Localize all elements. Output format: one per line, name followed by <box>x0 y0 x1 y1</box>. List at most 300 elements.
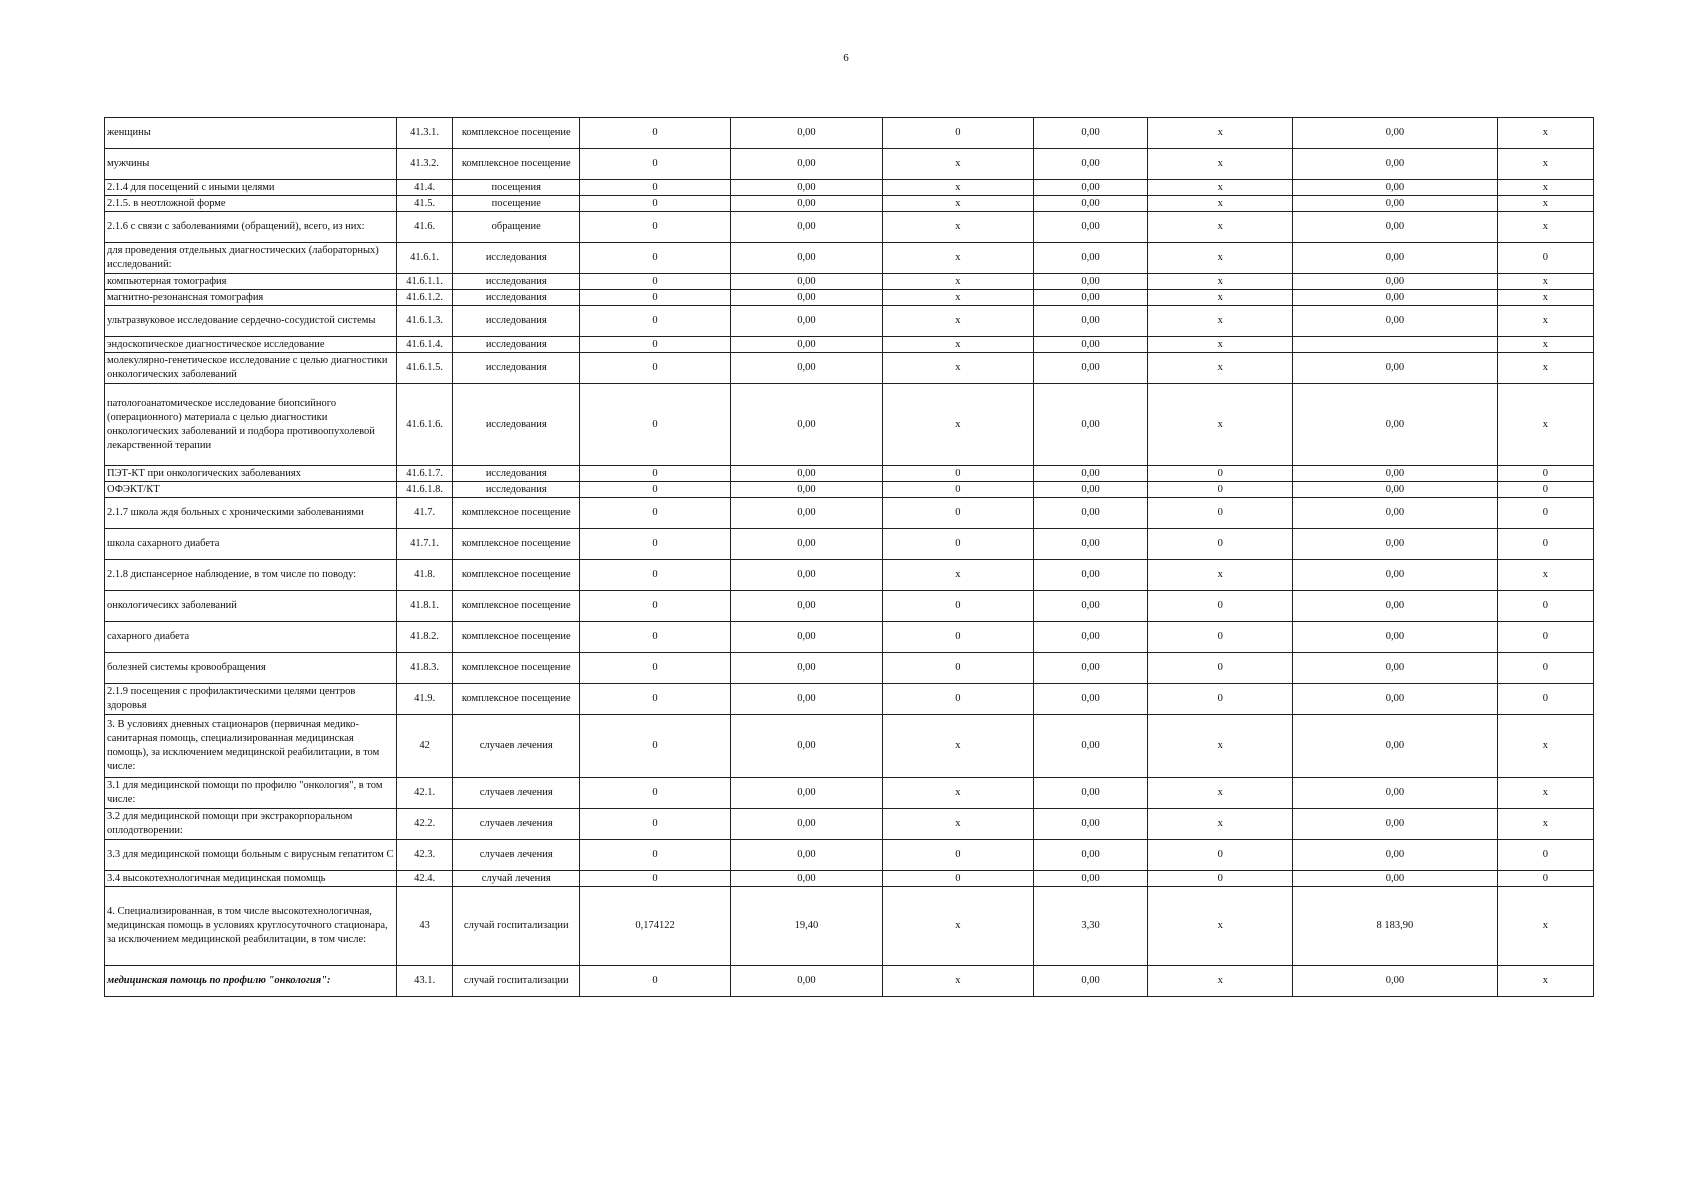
cell-v4: 0,00 <box>1033 840 1147 871</box>
cell-v3: 0 <box>882 482 1033 498</box>
cell-v2: 0,00 <box>730 622 882 653</box>
cell-v4: 0,00 <box>1033 212 1147 243</box>
cell-v7: x <box>1497 212 1593 243</box>
cell-name: ПЭТ-КТ при онкологических заболеваниях <box>105 466 397 482</box>
cell-v6: 0,00 <box>1293 274 1498 290</box>
cell-v1: 0 <box>580 529 731 560</box>
cell-code: 41.6.1.2. <box>396 290 453 306</box>
cell-v5: x <box>1148 966 1293 997</box>
cell-v5: x <box>1148 306 1293 337</box>
cell-v4: 0,00 <box>1033 715 1147 778</box>
cell-v7: x <box>1497 384 1593 466</box>
cell-unit: исследования <box>453 243 580 274</box>
cell-v4: 0,00 <box>1033 180 1147 196</box>
cell-v6: 0,00 <box>1293 778 1498 809</box>
cell-code: 41.3.2. <box>396 149 453 180</box>
cell-v3: x <box>882 149 1033 180</box>
table-row <box>105 966 1594 997</box>
cell-code: 42.3. <box>396 840 453 871</box>
cell-v5: x <box>1148 118 1293 149</box>
cell-v4: 0,00 <box>1033 274 1147 290</box>
cell-v7: x <box>1497 149 1593 180</box>
cell-v1: 0 <box>580 180 731 196</box>
cell-v5: 0 <box>1148 591 1293 622</box>
cell-name: эндоскопическое диагностическое исследование <box>105 337 397 353</box>
cell-v7: 0 <box>1497 529 1593 560</box>
cell-code: 41.6.1.4. <box>396 337 453 353</box>
cell-v1: 0 <box>580 809 731 840</box>
table-row <box>105 212 1594 243</box>
cell-v6: 0,00 <box>1293 591 1498 622</box>
cell-v7: 0 <box>1497 482 1593 498</box>
cell-unit: комплексное посещение <box>453 560 580 591</box>
cell-v1: 0 <box>580 560 731 591</box>
cell-v2: 19,40 <box>730 887 882 966</box>
cell-v1: 0 <box>580 149 731 180</box>
table-row <box>105 840 1594 871</box>
cell-unit: комплексное посещение <box>453 591 580 622</box>
cell-v1: 0 <box>580 274 731 290</box>
cell-v2: 0,00 <box>730 482 882 498</box>
cell-v2: 0,00 <box>730 306 882 337</box>
cell-v3: x <box>882 353 1033 384</box>
cell-v1: 0,174122 <box>580 887 731 966</box>
cell-v5: x <box>1148 809 1293 840</box>
cell-v1: 0 <box>580 337 731 353</box>
cell-v4: 0,00 <box>1033 591 1147 622</box>
cell-v3: x <box>882 887 1033 966</box>
cell-code: 41.8.1. <box>396 591 453 622</box>
cell-v2: 0,00 <box>730 384 882 466</box>
cell-v7: 0 <box>1497 466 1593 482</box>
cell-v7: x <box>1497 809 1593 840</box>
cell-v2: 0,00 <box>730 840 882 871</box>
cell-v5: 0 <box>1148 466 1293 482</box>
cell-v6 <box>1293 337 1498 353</box>
cell-code: 41.6.1.7. <box>396 466 453 482</box>
cell-code: 42.2. <box>396 809 453 840</box>
cell-v5: x <box>1148 196 1293 212</box>
table-row <box>105 306 1594 337</box>
table-row <box>105 591 1594 622</box>
cell-v6: 0,00 <box>1293 384 1498 466</box>
cell-unit: исследования <box>453 384 580 466</box>
cell-v2: 0,00 <box>730 274 882 290</box>
cell-v7: 0 <box>1497 871 1593 887</box>
cell-v3: 0 <box>882 871 1033 887</box>
cell-name: школа сахарного диабета <box>105 529 397 560</box>
cell-v2: 0,00 <box>730 871 882 887</box>
cell-name: магнитно-резонансная томография <box>105 290 397 306</box>
cell-v4: 0,00 <box>1033 196 1147 212</box>
cell-name: сахарного диабета <box>105 622 397 653</box>
cell-v1: 0 <box>580 118 731 149</box>
page-number: 6 <box>843 52 849 64</box>
cell-name: ультразвуковое исследование сердечно-сосудистой системы <box>105 306 397 337</box>
cell-v1: 0 <box>580 684 731 715</box>
cell-v6: 0,00 <box>1293 560 1498 591</box>
cell-v3: 0 <box>882 622 1033 653</box>
cell-v3: 0 <box>882 653 1033 684</box>
cell-v2: 0,00 <box>730 243 882 274</box>
cell-v1: 0 <box>580 466 731 482</box>
cell-v3: 0 <box>882 684 1033 715</box>
cell-code: 43 <box>396 887 453 966</box>
cell-v4: 0,00 <box>1033 306 1147 337</box>
cell-v7: 0 <box>1497 498 1593 529</box>
cell-v4: 0,00 <box>1033 353 1147 384</box>
cell-v6: 0,00 <box>1293 118 1498 149</box>
table-row <box>105 529 1594 560</box>
cell-v7: x <box>1497 180 1593 196</box>
cell-v7: 0 <box>1497 243 1593 274</box>
cell-v7: x <box>1497 196 1593 212</box>
cell-v3: x <box>882 715 1033 778</box>
cell-unit: случай госпитализации <box>453 966 580 997</box>
cell-v6: 0,00 <box>1293 498 1498 529</box>
cell-v2: 0,00 <box>730 290 882 306</box>
cell-v4: 0,00 <box>1033 778 1147 809</box>
table-row <box>105 715 1594 778</box>
cell-name: болезней системы кровообращения <box>105 653 397 684</box>
cell-v3: x <box>882 809 1033 840</box>
cell-v7: x <box>1497 966 1593 997</box>
cell-v1: 0 <box>580 715 731 778</box>
cell-v7: x <box>1497 118 1593 149</box>
cell-v5: x <box>1148 887 1293 966</box>
cell-v7: 0 <box>1497 591 1593 622</box>
cell-v3: x <box>882 180 1033 196</box>
cell-v4: 0,00 <box>1033 466 1147 482</box>
cell-v5: x <box>1148 149 1293 180</box>
cell-name: 2.1.7 школа ждя больных с хроническими заболеваниями <box>105 498 397 529</box>
cell-v2: 0,00 <box>730 118 882 149</box>
cell-v1: 0 <box>580 871 731 887</box>
cell-name: патологоанатомическое исследование биопсийного (операционного) материала с целью диагностики онкологических заболеваний и подбора противоопухолевой лекарственной терапии <box>105 384 397 466</box>
cell-name: 2.1.4 для посещений с иными целями <box>105 180 397 196</box>
cell-v4: 0,00 <box>1033 118 1147 149</box>
cell-v6: 0,00 <box>1293 529 1498 560</box>
cell-unit: комплексное посещение <box>453 622 580 653</box>
cell-unit: исследования <box>453 274 580 290</box>
cell-v1: 0 <box>580 290 731 306</box>
cell-v3: 0 <box>882 118 1033 149</box>
cell-v4: 0,00 <box>1033 871 1147 887</box>
cell-v3: x <box>882 306 1033 337</box>
cell-code: 41.6. <box>396 212 453 243</box>
cell-v6: 0,00 <box>1293 653 1498 684</box>
cell-v6: 0,00 <box>1293 212 1498 243</box>
cell-v4: 0,00 <box>1033 622 1147 653</box>
cell-unit: комплексное посещение <box>453 684 580 715</box>
cell-v2: 0,00 <box>730 591 882 622</box>
table-row <box>105 684 1594 715</box>
table-row <box>105 653 1594 684</box>
cell-v3: 0 <box>882 466 1033 482</box>
cell-v6: 0,00 <box>1293 871 1498 887</box>
cell-v7: x <box>1497 337 1593 353</box>
cell-name: 3. В условиях дневных стационаров (первичная медико-санитарная помощь, специализированная медицинская помощь), за исключением медицинской реабилитации, в том числе: <box>105 715 397 778</box>
cell-v5: x <box>1148 560 1293 591</box>
cell-v6: 0,00 <box>1293 715 1498 778</box>
cell-v6: 0,00 <box>1293 622 1498 653</box>
cell-name: 3.3 для медицинской помощи больным с вирусным гепатитом С <box>105 840 397 871</box>
cell-v5: 0 <box>1148 529 1293 560</box>
cell-v4: 0,00 <box>1033 290 1147 306</box>
cell-v2: 0,00 <box>730 180 882 196</box>
cell-v4: 0,00 <box>1033 809 1147 840</box>
cell-v3: x <box>882 337 1033 353</box>
cell-v4: 0,00 <box>1033 337 1147 353</box>
cell-code: 42 <box>396 715 453 778</box>
cell-v4: 0,00 <box>1033 966 1147 997</box>
cell-v7: 0 <box>1497 653 1593 684</box>
cell-v1: 0 <box>580 482 731 498</box>
cell-v5: 0 <box>1148 498 1293 529</box>
cell-code: 41.7.1. <box>396 529 453 560</box>
cell-name: молекулярно-генетическое исследование с целью диагностики онкологических заболеваний <box>105 353 397 384</box>
cell-v6: 0,00 <box>1293 966 1498 997</box>
cell-code: 41.6.1.5. <box>396 353 453 384</box>
cell-code: 41.3.1. <box>396 118 453 149</box>
cell-v2: 0,00 <box>730 684 882 715</box>
cell-v3: x <box>882 290 1033 306</box>
cell-v3: x <box>882 243 1033 274</box>
table-row <box>105 871 1594 887</box>
cell-v5: x <box>1148 290 1293 306</box>
cell-v1: 0 <box>580 243 731 274</box>
cell-v7: x <box>1497 887 1593 966</box>
cell-v3: x <box>882 212 1033 243</box>
cell-name: медицинская помощь по профилю "онкология": <box>105 966 397 997</box>
cell-unit: посещение <box>453 196 580 212</box>
table-row <box>105 384 1594 466</box>
cell-v5: 0 <box>1148 684 1293 715</box>
cell-v6: 0,00 <box>1293 809 1498 840</box>
cell-code: 41.8.2. <box>396 622 453 653</box>
cell-code: 41.6.1.8. <box>396 482 453 498</box>
cell-v5: 0 <box>1148 871 1293 887</box>
cell-unit: исследования <box>453 466 580 482</box>
cell-v1: 0 <box>580 778 731 809</box>
cell-v5: x <box>1148 353 1293 384</box>
cell-v3: 0 <box>882 840 1033 871</box>
cell-v4: 3,30 <box>1033 887 1147 966</box>
cell-v3: 0 <box>882 591 1033 622</box>
cell-v2: 0,00 <box>730 466 882 482</box>
cell-v6: 0,00 <box>1293 353 1498 384</box>
cell-v1: 0 <box>580 306 731 337</box>
cell-v2: 0,00 <box>730 715 882 778</box>
cell-name: 2.1.5. в неотложной форме <box>105 196 397 212</box>
table-row <box>105 353 1594 384</box>
table-row <box>105 809 1594 840</box>
cell-v3: x <box>882 560 1033 591</box>
cell-v5: x <box>1148 274 1293 290</box>
cell-v5: x <box>1148 337 1293 353</box>
cell-name: 3.1 для медицинской помощи по профилю "онкология", в том числе: <box>105 778 397 809</box>
cell-code: 41.8.3. <box>396 653 453 684</box>
table-row <box>105 243 1594 274</box>
cell-v7: 0 <box>1497 684 1593 715</box>
cell-v1: 0 <box>580 653 731 684</box>
cell-unit: случаев лечения <box>453 840 580 871</box>
cell-v6: 0,00 <box>1293 684 1498 715</box>
cell-v5: 0 <box>1148 653 1293 684</box>
cell-v6: 0,00 <box>1293 482 1498 498</box>
table-row <box>105 274 1594 290</box>
cell-v4: 0,00 <box>1033 653 1147 684</box>
cell-v1: 0 <box>580 384 731 466</box>
cell-code: 42.1. <box>396 778 453 809</box>
cell-v1: 0 <box>580 353 731 384</box>
cell-v7: x <box>1497 560 1593 591</box>
cell-v5: x <box>1148 243 1293 274</box>
cell-v4: 0,00 <box>1033 243 1147 274</box>
cell-v1: 0 <box>580 196 731 212</box>
cell-v7: 0 <box>1497 840 1593 871</box>
cell-v3: x <box>882 196 1033 212</box>
cell-v2: 0,00 <box>730 353 882 384</box>
cell-v2: 0,00 <box>730 212 882 243</box>
cell-v5: x <box>1148 212 1293 243</box>
cell-unit: случаев лечения <box>453 809 580 840</box>
cell-v2: 0,00 <box>730 560 882 591</box>
table-row <box>105 560 1594 591</box>
cell-name: ОФЭКТ/КТ <box>105 482 397 498</box>
cell-v1: 0 <box>580 212 731 243</box>
cell-v4: 0,00 <box>1033 482 1147 498</box>
cell-v1: 0 <box>580 591 731 622</box>
cell-v3: 0 <box>882 529 1033 560</box>
table-row <box>105 180 1594 196</box>
cell-v6: 0,00 <box>1293 196 1498 212</box>
cell-v4: 0,00 <box>1033 529 1147 560</box>
cell-unit: случаев лечения <box>453 778 580 809</box>
cell-unit: комплексное посещение <box>453 498 580 529</box>
table-row <box>105 778 1594 809</box>
cell-unit: исследования <box>453 337 580 353</box>
cell-unit: посещения <box>453 180 580 196</box>
cell-v3: 0 <box>882 498 1033 529</box>
cell-name: мужчины <box>105 149 397 180</box>
cell-v2: 0,00 <box>730 778 882 809</box>
cell-v2: 0,00 <box>730 653 882 684</box>
cell-unit: комплексное посещение <box>453 149 580 180</box>
cell-name: 3.2 для медицинской помощи при экстракорпоральном оплодотворении: <box>105 809 397 840</box>
cell-unit: исследования <box>453 482 580 498</box>
cell-v5: x <box>1148 778 1293 809</box>
cell-v4: 0,00 <box>1033 384 1147 466</box>
cell-code: 41.6.1.3. <box>396 306 453 337</box>
cell-v2: 0,00 <box>730 809 882 840</box>
cell-name: 2.1.8 диспансерное наблюдение, в том числе по поводу: <box>105 560 397 591</box>
cell-v5: 0 <box>1148 482 1293 498</box>
cell-code: 43.1. <box>396 966 453 997</box>
cell-v3: x <box>882 274 1033 290</box>
table-row <box>105 466 1594 482</box>
cell-name: онкологичесикх заболеваний <box>105 591 397 622</box>
cell-v3: x <box>882 384 1033 466</box>
cell-v5: x <box>1148 384 1293 466</box>
cell-v4: 0,00 <box>1033 560 1147 591</box>
cell-v2: 0,00 <box>730 529 882 560</box>
cell-unit: исследования <box>453 306 580 337</box>
table-row <box>105 149 1594 180</box>
cell-name: женщины <box>105 118 397 149</box>
cell-v7: x <box>1497 353 1593 384</box>
cell-name: 2.1.9 посещения с профилактическими целями центров здоровья <box>105 684 397 715</box>
cell-v1: 0 <box>580 622 731 653</box>
cell-v4: 0,00 <box>1033 149 1147 180</box>
cell-unit: случай лечения <box>453 871 580 887</box>
cell-v1: 0 <box>580 966 731 997</box>
cell-unit: исследования <box>453 290 580 306</box>
cell-code: 41.6.1. <box>396 243 453 274</box>
table-row <box>105 290 1594 306</box>
cell-code: 41.9. <box>396 684 453 715</box>
cell-code: 41.6.1.6. <box>396 384 453 466</box>
cell-v2: 0,00 <box>730 149 882 180</box>
cell-name: компьютерная томография <box>105 274 397 290</box>
cell-v2: 0,00 <box>730 196 882 212</box>
cell-name: для проведения отдельных диагностических (лабораторных) исследований: <box>105 243 397 274</box>
cell-code: 41.4. <box>396 180 453 196</box>
cell-code: 42.4. <box>396 871 453 887</box>
cell-v7: 0 <box>1497 622 1593 653</box>
cell-v6: 0,00 <box>1293 290 1498 306</box>
cell-unit: случаев лечения <box>453 715 580 778</box>
cell-unit: комплексное посещение <box>453 653 580 684</box>
cell-name: 4. Специализированная, в том числе высокотехнологичная, медицинская помощь в условиях круглосуточного стационара, за исключением медицинской реабилитации, в том числе: <box>105 887 397 966</box>
cell-v7: x <box>1497 274 1593 290</box>
cell-v2: 0,00 <box>730 966 882 997</box>
cell-v7: x <box>1497 306 1593 337</box>
table-row <box>105 196 1594 212</box>
cell-v6: 8 183,90 <box>1293 887 1498 966</box>
cell-v2: 0,00 <box>730 337 882 353</box>
cell-v3: x <box>882 966 1033 997</box>
table-row <box>105 887 1594 966</box>
cell-v5: x <box>1148 180 1293 196</box>
cell-code: 41.8. <box>396 560 453 591</box>
cell-v5: 0 <box>1148 840 1293 871</box>
cell-v4: 0,00 <box>1033 498 1147 529</box>
cell-v6: 0,00 <box>1293 180 1498 196</box>
cell-unit: обращение <box>453 212 580 243</box>
cell-name: 2.1.6 с связи с заболеваниями (обращений), всего, из них: <box>105 212 397 243</box>
cell-code: 41.7. <box>396 498 453 529</box>
table-row <box>105 482 1594 498</box>
cell-v7: x <box>1497 290 1593 306</box>
cell-v5: x <box>1148 715 1293 778</box>
cell-v6: 0,00 <box>1293 466 1498 482</box>
cell-code: 41.5. <box>396 196 453 212</box>
cell-unit: комплексное посещение <box>453 529 580 560</box>
cell-unit: комплексное посещение <box>453 118 580 149</box>
cell-v5: 0 <box>1148 622 1293 653</box>
cell-v6: 0,00 <box>1293 306 1498 337</box>
data-table <box>104 117 1594 997</box>
cell-v6: 0,00 <box>1293 840 1498 871</box>
table-row <box>105 498 1594 529</box>
table-row <box>105 118 1594 149</box>
cell-v7: x <box>1497 715 1593 778</box>
cell-v6: 0,00 <box>1293 243 1498 274</box>
cell-code: 41.6.1.1. <box>396 274 453 290</box>
cell-v2: 0,00 <box>730 498 882 529</box>
cell-unit: случай госпитализации <box>453 887 580 966</box>
